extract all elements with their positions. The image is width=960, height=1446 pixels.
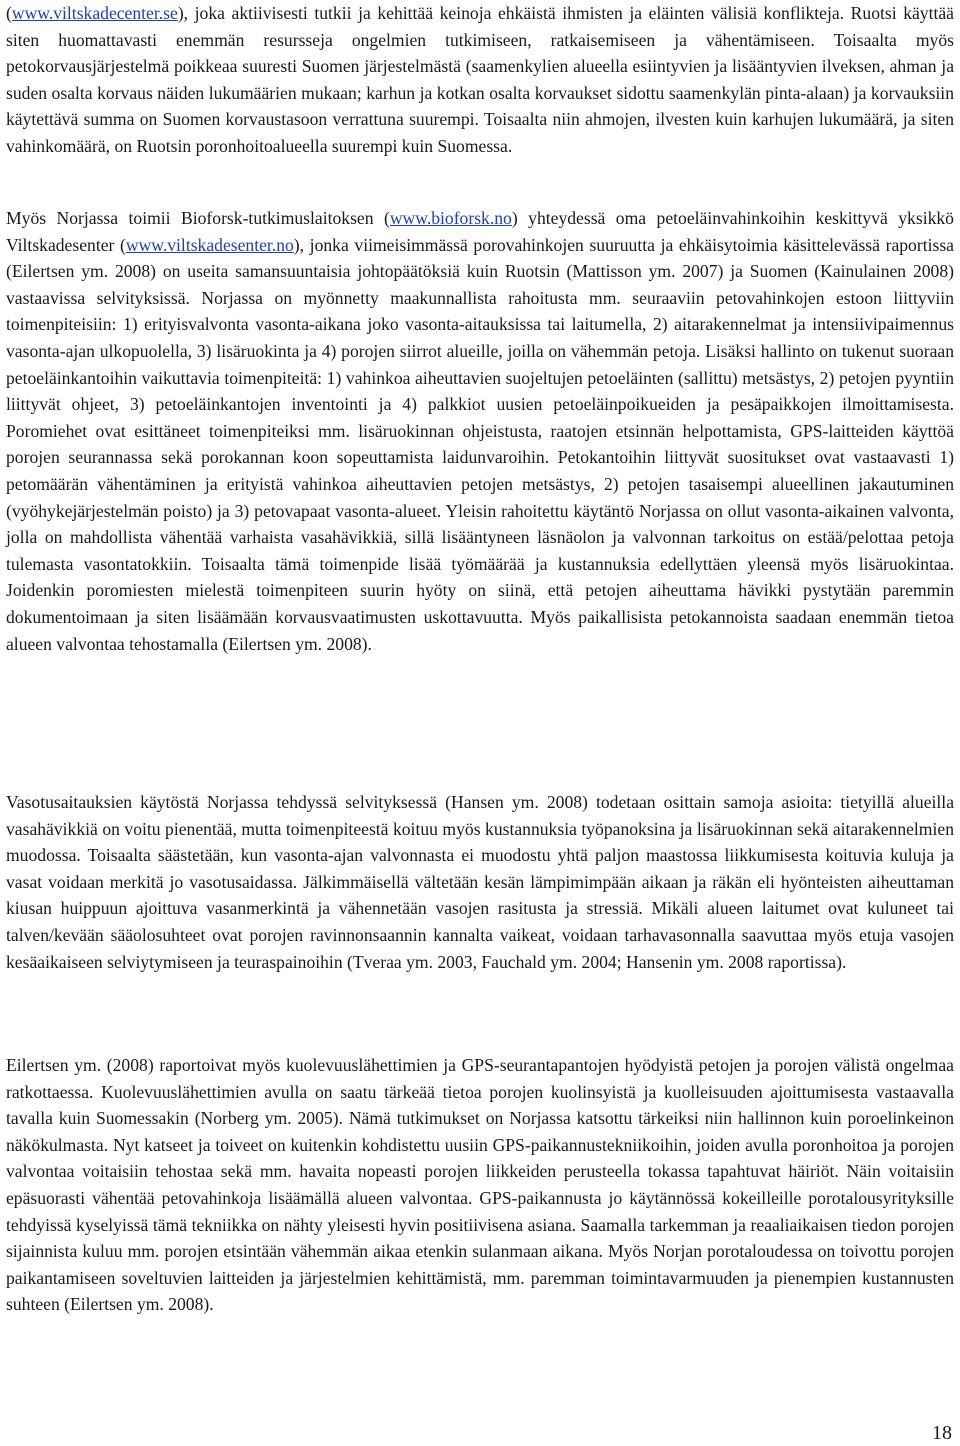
paragraph-text: ), joka aktiivisesti tutkii ja kehittää keinoja ehkäistä ihmisten ja eläinten välisiä konflikteja. Ruotsi käyttää siten huomattavasti enemmän resursseja ongelmien tutkimiseen, ratkaisemiseen ja vähentämiseen. Toisaalta myös petokorvausjärjestelmä poikkeaa suuresti Suomen järjestelmästä (saamenkylien alueella esiintyvien ja lisääntyvien ilveksen, ahman ja suden osalta korvaus näiden lukumäärien mukaan; karhun ja kotkan osalta korvaukset sidottu saamenkylän pinta-alaan) ja korvauksiin käytettävä summa on Suomen korvaustasoon verrattuna suurempi. Toisaalta niin ahmojen, ilvesten kuin karhujen lukumäärä, ja siten vahinkomäärä, on Ruotsin poronhoitoalueella suurempi kuin Suomessa. [6, 3, 954, 156]
paragraph-text: Myös Norjassa toimii Bioforsk-tutkimuslaitoksen ( [6, 208, 390, 228]
inline-link[interactable]: www.bioforsk.no [389, 208, 512, 228]
paragraph-1 [6, 0, 954, 160]
paragraph-text: ) yhteydessä oma petoeläinvahinkoihin keskittyvä yksikkö Viltskadesenter ( [6, 208, 954, 255]
inline-link[interactable]: www.viltskadesenter.no [125, 234, 294, 255]
paragraph-text: ), jonka viimeisimmässä porovahinkojen suuruutta ja ehkäisytoimia käsittelevässä raportissa (Eilertsen ym. 2008) on useita samansuuntaisia johtopäätöksiä kuin Ruotsin (Mattisson ym. 2007) ja Suomen (Kainulainen 2008) vastaavissa selvityksissä. Norjassa on myönnetty maakunnallista rahoitusta mm. seuraaviin petovahinkojen estoon liittyviin toimenpiteisiin: 1) erityisvalvonta vasonta-aikana joko vasonta-aitauksissa tai laitumella, 2) aitarakennelmat ja intensiivipaimennus vasonta-ajan ulkopuolella, 3) lisäruokinta ja 4) porojen siirrot alueille, joilla on vähemmän petoja. Lisäksi hallinto on tukenut suoraan petoeläinkantoihin vaikuttavia toimenpiteitä: 1) vahinkoa aiheuttavien suojeltujen petoeläinten (sallittu) metsästys, 2) petojen pyyntiin liittyvät ohjeet, 3) petoeläinkantojen inventointi ja 4) palkkiot uusien petoeläinpoikueiden ja pesäpaikkojen ilmoittamisesta. Poromiehet ovat esittäneet toimenpiteiksi mm. lisäruokinnan ohjeistusta, raatojen etsinnän helpottamista, GPS-laitteiden käyttöä porojen seurannassa sekä porokannan koon sopeuttamista laidunvaroihin. Petokantoihin liittyvät suositukset ovat vastaavasti 1) petomäärän vähentäminen ja erityistä vahinkoa aiheuttavien petojen metsästys, 2) petojen tasaisempi alueellinen jakautuminen (vyöhykejärjestelmän poisto) ja 3) petovapaat vasonta-alueet. Yleisin rahoitettu käytäntö Norjassa on ollut vasonta-aikainen valvonta, jolla on mahdollista vähentää varhaista vasahävikkiä, sillä lisääntyneen läsnäolon ja valvonnan tarkoitus on estää/pelottaa petoja tulemasta vasontatokkiin. Toisaalta tämä toimenpide lisää työmäärää ja kustannuksia edellyttäen yleensä myös lisäruokintaa. Joidenkin poromiesten mielestä toimenpiteen suurin hyöty on siinä, että petojen aiheuttama hävikki pystytään paremmin dokumentoimaan ja siten lisäämään korvausvaatimusten uskottavuutta. Myös paikallisista petokannoista saadaan enemmän tietoa alueen valvontaa tehostamalla (Eilertsen ym. 2008). [6, 234, 954, 654]
inline-link[interactable]: www.viltskadecenter.se [11, 3, 178, 23]
paragraph-4 [6, 1052, 954, 1318]
paragraph-2 [6, 205, 954, 657]
page-number: 18 [932, 1422, 952, 1444]
paragraph-text: ( [6, 3, 12, 23]
paragraph-3 [6, 789, 954, 975]
paragraph-text: Eilertsen ym. (2008) raportoivat myös kuolevuuslähettimien ja GPS-seurantapantojen hyödyistä petojen ja porojen välistä ongelmaa ratkottaessa. Kuolevuuslähettimien avulla on saatu tärkeää tietoa porojen kuolinsyistä ja kuolleisuuden ajoittumisesta vastaavalla tavalla kuin Suomessakin (Norberg ym. 2005). Nämä tutkimukset on Norjassa katsottu tärkeiksi niin hallinnon kuin poroelinkeinon näkökulmasta. Nyt katseet ja toiveet on kuitenkin kohdistettu uusiin GPS-paikannustekniikoihin, joiden avulla poronhoitoa ja porojen valvontaa voitaisiin tehostaa sekä mm. havaita nopeasti porojen liikkeiden perusteella tokassa tapahtuvat häiriöt. Näin voitaisiin epäsuorasti vähentää petovahinkoja lisäämällä alueen valvontaa. GPS-paikannusta jo käytännössä kokeilleille porotalousyrityksille tehdyissä kyselyissä tämä tekniikka on nähty yleisesti hyvin positiivisena asiana. Saamalla tarkemman ja reaaliaikaisen tiedon porojen sijainnista kuluu mm. porojen etsintään vähemmän aikaa etenkin sulanmaan aikana. Myös Norjan porotaloudessa on toivottu porojen paikantamiseen soveltuvien laitteiden ja järjestelmien kehittämistä, mm. paremman toimintavarmuuden ja pienempien kustannusten suhteen (Eilertsen ym. 2008). [6, 1055, 954, 1315]
paragraph-text: Vasotusaitauksien käytöstä Norjassa tehdyssä selvityksessä (Hansen ym. 2008) todetaan osittain samoja asioita: tietyillä alueilla vasahävikkiä on voitu pienentää, mutta toimenpiteestä koituu myös kustannuksia työpanoksina ja lisäruokinnan sekä aitarakennelmien muodossa. Toisaalta säästetään, kun vasonta-ajan valvonnasta ei muodostu yhtä paljon maastossa liikkumisesta koituvia kuluja ja vasat voidaan merkitä jo vasotusaidassa. Jälkimmäisellä vältetään kesän lämpimimpään aikaan ja räkän eli hyönteisten aiheuttaman kiusan huippuun ajoittuva vasanmerkintä ja vähennetään vasojen rasitusta ja stressiä. Mikäli alueen laitumet ovat kuluneet tai talven/kevään sääolosuhteet ovat porojen ravinnonsaannin kannalta vaikeat, voidaan tarhavasonnalla saavuttaa myös etuja vasojen kesäaikaiseen selviytymiseen ja teuraspainoihin (Tveraa ym. 2003, Fauchald ym. 2004; Hansenin ym. 2008 raportissa). [6, 792, 954, 972]
